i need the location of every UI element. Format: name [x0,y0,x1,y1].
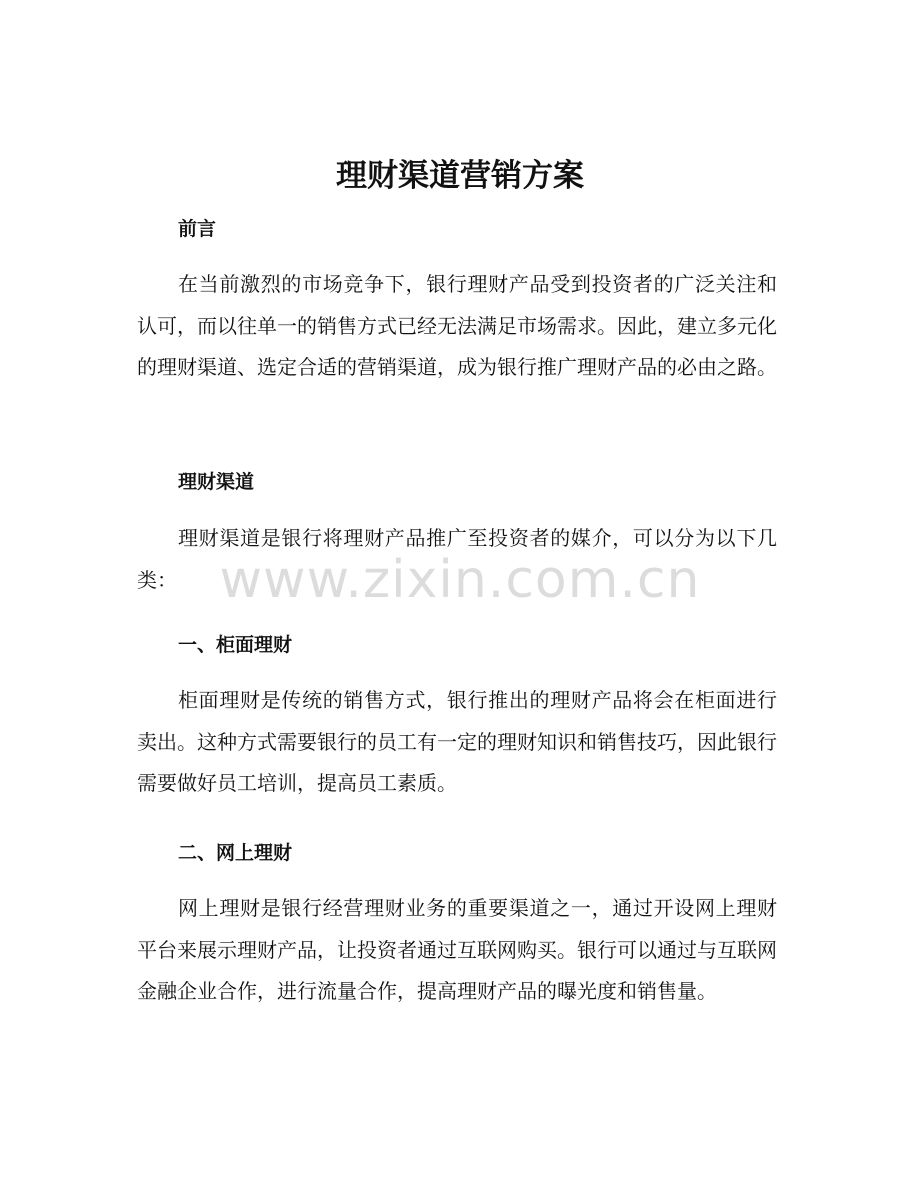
document-title: 理财渠道营销方案 [336,158,584,194]
section-heading-online: 二、网上理财 [178,842,293,864]
watermark-text: www.zixin.com.cn [219,550,701,610]
section-paragraph-online: 网上理财是银行经营理财业务的重要渠道之一，通过开设网上理财平台来展示理财产品，让投资者通过互联网购买。银行可以通过与互联网金融企业合作，进行流量合作，提高理财产品的曝光度和销售量。 [137,896,777,1003]
section-paragraph-channels: 理财渠道是银行将理财产品推广至投资者的媒介，可以分为以下几类： [137,526,777,592]
section-heading-counter: 一、柜面理财 [178,634,293,656]
section-paragraph-counter: 柜面理财是传统的销售方式，银行推出的理财产品将会在柜面进行卖出。这种方式需要银行的员工有一定的理财知识和销售技巧，因此银行需要做好员工培训，提高员工素质。 [137,688,777,795]
section-heading-preface: 前言 [178,218,217,240]
section-heading-channels: 理财渠道 [178,471,255,493]
section-paragraph-preface: 在当前激烈的市场竞争下，银行理财产品受到投资者的广泛关注和认可，而以往单一的销售方式已经无法满足市场需求。因此，建立多元化的理财渠道、选定合适的营销渠道，成为银行推广理财产品的必由之路。 [137,272,777,379]
